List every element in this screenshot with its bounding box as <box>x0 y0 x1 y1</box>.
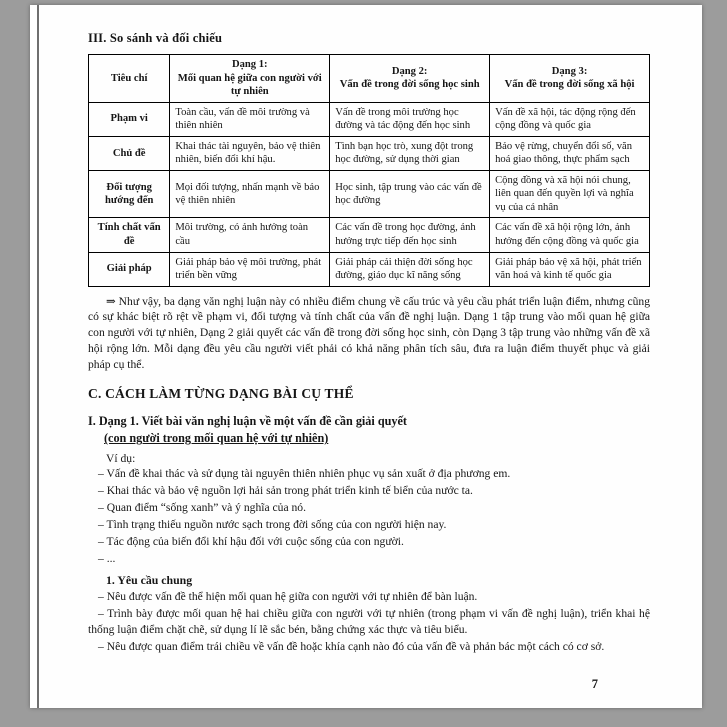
example-item: – Quan điểm “sống xanh” và ý nghĩa của nó. <box>98 501 306 515</box>
table-cell: Bảo vệ rừng, chuyển đổi số, văn hoá giao thông, thực phẩm sạch <box>490 136 650 170</box>
table-cell: Mọi đối tượng, nhấn mạnh về bảo vệ thiên nhiên <box>170 170 330 218</box>
table-header-cell <box>330 55 490 103</box>
page-content <box>88 31 650 655</box>
section-c-heading: C. CÁCH LÀM TỪNG DẠNG BÀI CỤ THỂ <box>88 386 354 402</box>
table-cell: Giải pháp bảo vệ xã hội, phát triển văn hoá và kinh tế quốc gia <box>490 252 650 286</box>
requirement-item: – Trình bày được mối quan hệ hai chiều giữa con người với tự nhiên (trong phạm vi vấn đề nghị luận), triển khai hệ thống luận điểm chặt chẽ, sử dụng lí lẽ sắc bén, bằng chứng xác thực và tiêu biểu. <box>88 607 650 637</box>
criteria-label: Phạm vi <box>89 102 170 136</box>
table-cell: Vấn đề xã hội, tác động rộng đến cộng đồng và quốc gia <box>490 102 650 136</box>
table-row <box>89 102 650 136</box>
dang1-subheading: (con người trong mối quan hệ với tự nhiên) <box>104 431 329 446</box>
table-cell: Giải pháp bảo vệ môi trường, phát triển bền vững <box>170 252 330 286</box>
criteria-label: Đối tượng hướng đến <box>89 170 170 218</box>
requirement-item: – Nêu được quan điểm trái chiều về vấn đề hoặc khía cạnh nào đó của vấn đề và phản bác một cách có cơ sở. <box>98 640 605 654</box>
table-cell: Học sinh, tập trung vào các vấn đề học đường <box>330 170 490 218</box>
page-number: 7 <box>591 677 598 691</box>
criteria-label: Chủ đề <box>89 136 170 170</box>
example-item: – Khai thác và bảo vệ nguồn lợi hải sản trong phát triển kinh tế biển của nước ta. <box>98 484 473 498</box>
criteria-header-cell: Tiêu chí <box>89 55 170 103</box>
table-cell: Khai thác tài nguyên, bảo vệ thiên nhiên, biến đổi khí hậu. <box>170 136 330 170</box>
table-cell: Giải pháp cải thiện đời sống học đường, giáo dục kĩ năng sống <box>330 252 490 286</box>
criteria-label: Tính chất vấn đề <box>89 218 170 252</box>
example-item: – Vấn đề khai thác và sử dụng tài nguyên thiên nhiên phục vụ sản xuất ở địa phương em. <box>98 467 511 481</box>
example-item: – ... <box>98 552 116 566</box>
table-row <box>89 218 650 252</box>
table-row <box>89 170 650 218</box>
example-item: – Tình trạng thiếu nguồn nước sạch trong đời sống của con người hiện nay. <box>98 518 447 532</box>
comparison-table <box>88 54 650 287</box>
book-page <box>30 5 702 708</box>
requirements-heading: 1. Yêu cầu chung <box>106 573 193 588</box>
dang1-heading: I. Dạng 1. Viết bài văn nghị luận về một vấn đề cần giải quyết <box>88 414 407 429</box>
table-cell: Tình bạn học trò, xung đột trong học đường, sử dụng thời gian <box>330 136 490 170</box>
table-cell: Toàn cầu, vấn đề môi trường và thiên nhiên <box>170 102 330 136</box>
column-title: Dạng 1: <box>231 59 268 70</box>
table-row <box>89 136 650 170</box>
table-cell: Các vấn đề xã hội rộng lớn, ảnh hưởng đến cộng đồng và quốc gia <box>490 218 650 252</box>
column-desc: Vấn đề trong đời sống xã hội <box>504 79 635 91</box>
requirement-item: – Nêu được vấn đề thể hiện mối quan hệ giữa con người với tự nhiên để bàn luận. <box>98 590 478 604</box>
table-cell: Vấn đề trong môi trường học đường và tác động đến học sinh <box>330 102 490 136</box>
table-cell: Môi trường, có ảnh hưởng toàn cầu <box>170 218 330 252</box>
scan-edge-line <box>37 5 39 708</box>
table-row <box>89 252 650 286</box>
column-title: Dạng 3: <box>551 65 588 77</box>
column-desc: Mối quan hệ giữa con người với tự nhiên <box>177 72 322 98</box>
column-desc: Vấn đề trong đời sống học sinh <box>339 79 480 91</box>
table-header-row <box>89 55 650 103</box>
table-cell: Cộng đồng và xã hội nói chung, liên quan đến quyền lợi và nghĩa vụ của cá nhân <box>490 170 650 218</box>
table-header-cell <box>170 55 330 103</box>
section-heading: III. So sánh và đối chiếu <box>88 31 223 45</box>
table-cell: Các vấn đề trong học đường, ảnh hưởng trực tiếp đến học sinh <box>330 218 490 252</box>
criteria-label: Giải pháp <box>89 252 170 286</box>
table-header-cell <box>490 55 650 103</box>
summary-paragraph: ⇒ Như vậy, ba dạng văn nghị luận này có nhiều điểm chung về cấu trúc và yêu cầu phát triển luận điểm, nhưng cũng có sự khác biệt rõ rệt về phạm vi, đối tượng và tính chất của vấn đề nghị luận. Dạng 1 tập trung vào mối quan hệ giữa con người với tự nhiên, Dạng 2 giải quyết các vấn đề trong đời sống học sinh, còn Dạng 3 tập trung vào những vấn đề xã hội rộng lớn. Mỗi dạng đều yêu cầu người viết phải có khả năng phân tích sâu, đưa ra luận điểm thuyết phục và giải pháp cụ thể. <box>88 294 650 371</box>
example-label: Ví dụ: <box>106 452 136 466</box>
example-item: – Tác động của biến đổi khí hậu đối với cuộc sống của con người. <box>98 535 404 549</box>
column-title: Dạng 2: <box>391 65 428 77</box>
